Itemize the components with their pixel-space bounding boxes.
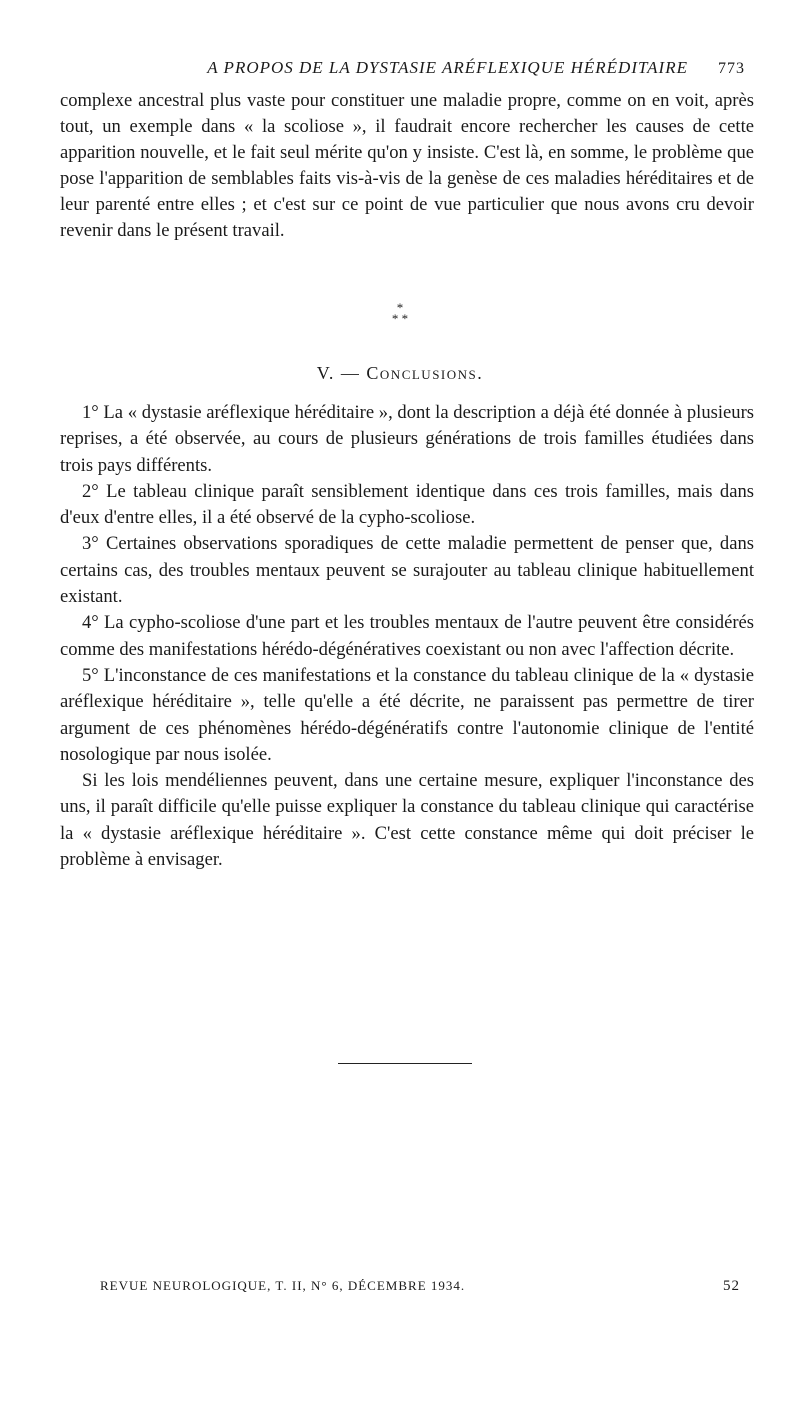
asterism-bottom: * * bbox=[391, 311, 409, 326]
running-header bbox=[60, 58, 745, 78]
journal-citation: REVUE NEUROLOGIQUE, T. II, N° 6, DÉCEMBRE 1934. bbox=[100, 1278, 466, 1293]
asterism bbox=[380, 302, 420, 332]
running-title: A PROPOS DE LA DYSTASIE ARÉFLEXIQUE HÉRÉDITAIRE bbox=[207, 58, 688, 77]
signature-number: 52 bbox=[723, 1278, 740, 1294]
conclusions-list bbox=[60, 400, 754, 873]
asterism-top: * bbox=[396, 300, 404, 315]
page-footer bbox=[100, 1278, 740, 1295]
page-number: 773 bbox=[718, 60, 745, 77]
end-rule bbox=[338, 1063, 472, 1064]
conclusion-item-4: 4° La cypho-scoliose d'une part et les troubles mentaux de l'autre peuvent être considérés comme des manifestations hérédo-dégénératives coexistant ou non avec l'affection décrite. bbox=[60, 612, 754, 660]
conclusion-item-2: 2° Le tableau clinique paraît sensiblement identique dans ces trois familles, mais dans d'eux d'entre elles, il a été observé de la cypho-scoliose. bbox=[60, 480, 754, 529]
closing-paragraph: Si les lois mendéliennes peuvent, dans une certaine mesure, expliquer l'inconstance des uns, il paraît difficile qu'elle puisse expliquer la constance du tableau clinique qui caractérise la « dystasie aréflexique héréditaire ». C'est cette constance même qui doit préciser le problème à envisager. bbox=[60, 770, 754, 871]
section-heading: V. — Conclusions. bbox=[316, 363, 484, 383]
conclusion-item-5: 5° L'inconstance de ces manifestations et la constance du tableau clinique de la « dystasie aréflexique héréditaire », telle qu'elle a été décrite, ne paraissent pas permettre de tirer argument de ces phénomènes hérédo-dégénératifs contre l'autonomie clinique de l'entité nosologique par nous isolée. bbox=[60, 664, 754, 765]
intro-text bbox=[60, 88, 754, 244]
intro-paragraph: complexe ancestral plus vaste pour constituer une maladie propre, comme on en voit, après tout, un exemple dans « la scoliose », il faudrait encore rechercher les causes de cette apparition nouvelle, et le fait seul mérite qu'on y insiste. C'est là, en somme, le problème que pose l'apparition de semblables faits vis-à-vis de la genèse de ces maladies héréditaires et de leur parenté entre elles ; et c'est sur ce point de vue particulier que nous avons cru devoir revenir dans le présent travail. bbox=[60, 90, 754, 241]
conclusion-item-1: 1° La « dystasie aréflexique héréditaire », dont la description a déjà été donnée à plusieurs reprises, a été observée, au cours de plusieurs générations de trois familles étudiées dans trois pays différents. bbox=[60, 402, 754, 476]
conclusion-item-3: 3° Certaines observations sporadiques de cette maladie permettent de penser que, dans certains cas, des troubles mentaux peuvent se surajouter au tableau clinique habituellement existant. bbox=[60, 533, 754, 608]
